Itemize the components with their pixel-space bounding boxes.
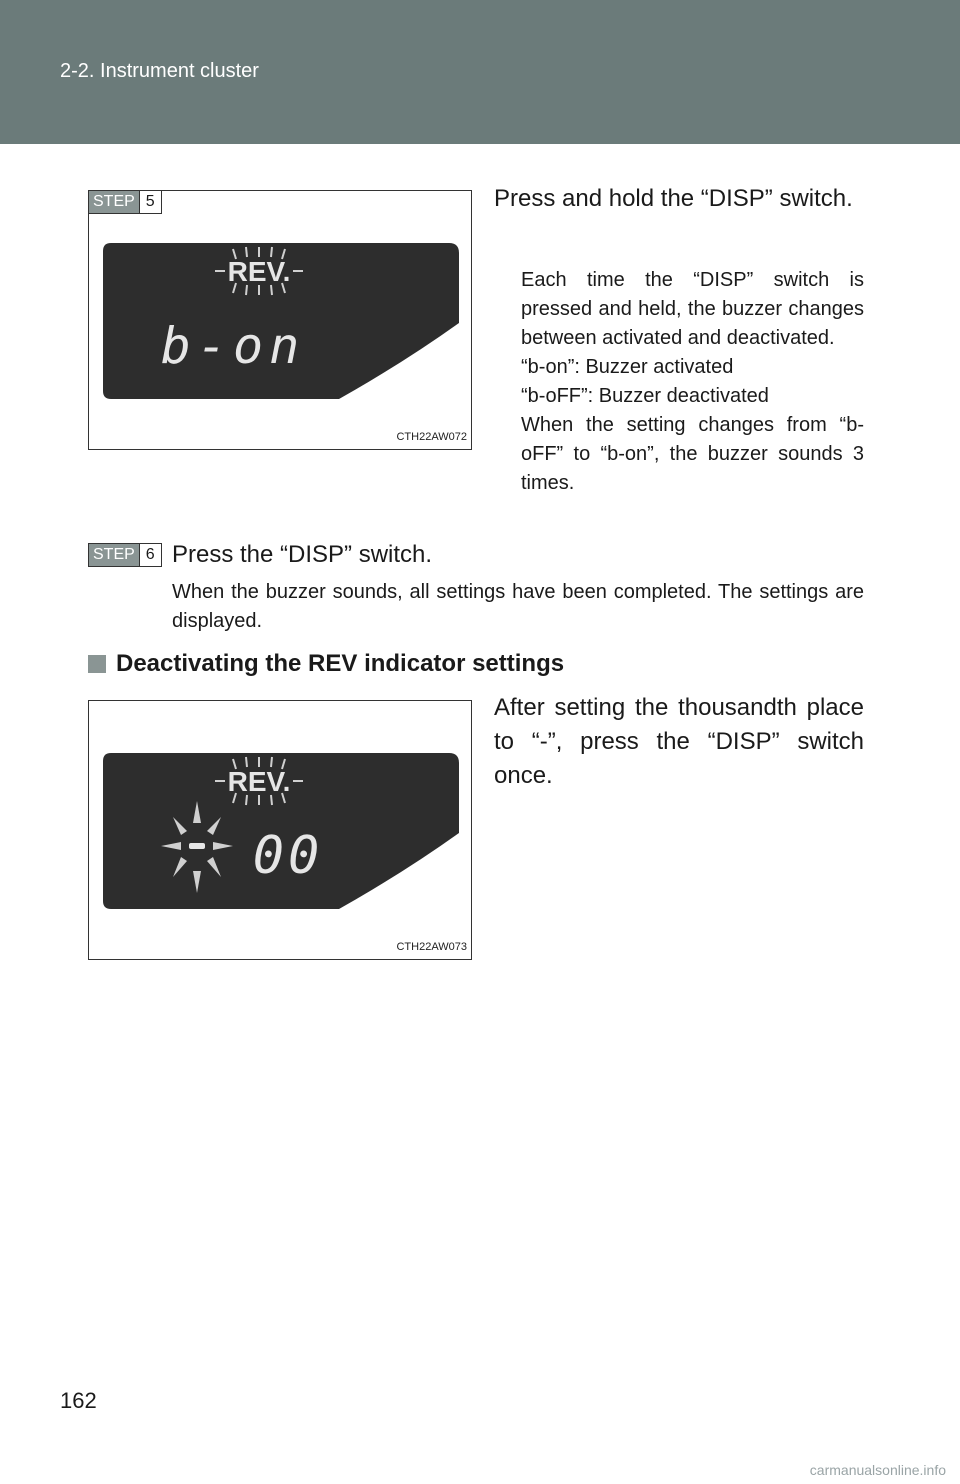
watermark: carmanualsonline.info [809, 1462, 946, 1478]
step5-details [521, 266, 864, 498]
step6-badge [88, 543, 162, 567]
lcd-display-dash-00 [103, 753, 459, 909]
lcd-display-b-on [103, 243, 459, 399]
rev-deactivate-figure [88, 700, 472, 960]
page-header [0, 0, 960, 144]
heading-text: Deactivating the REV indicator settings [116, 650, 565, 677]
step6-instruction: Press the “DISP” switch. [172, 541, 433, 568]
step5-figure [88, 190, 472, 450]
rev-label: REV. [227, 256, 291, 287]
section-instruction: After setting the thousandth place to “-”, press the “DISP” switch once. [494, 694, 864, 789]
figure-code: CTH22AW073 [396, 941, 467, 953]
step-label: STEP [89, 544, 139, 566]
section-heading [88, 650, 564, 678]
step5-instruction: Press and hold the “DISP” switch. [494, 185, 853, 212]
step-label: STEP [89, 191, 139, 213]
section-title: 2-2. Instrument cluster [60, 60, 259, 82]
detail-line: “b-oFF”: Buzzer deactivated [521, 385, 769, 407]
page-number: 162 [60, 1388, 97, 1413]
step-number: 6 [139, 544, 161, 566]
square-bullet-icon [88, 655, 106, 673]
figure-code: CTH22AW072 [396, 431, 467, 443]
step5-badge [88, 190, 162, 214]
lcd-digits: 00 [252, 826, 324, 886]
rev-label: REV. [227, 766, 291, 797]
lcd-value: b-on [160, 317, 306, 375]
detail-line: When the setting changes from “b-oFF” to “b-on”, the buzzer sounds 3 times. [521, 414, 864, 494]
detail-line: “b-on”: Buzzer activated [521, 356, 734, 378]
step6-detail: When the buzzer sounds, all settings have been completed. The settings are displayed. [172, 581, 864, 632]
step-number: 5 [139, 191, 161, 213]
detail-line: Each time the “DISP” switch is pressed and held, the buzzer changes between activated and deactivated. [521, 269, 864, 349]
